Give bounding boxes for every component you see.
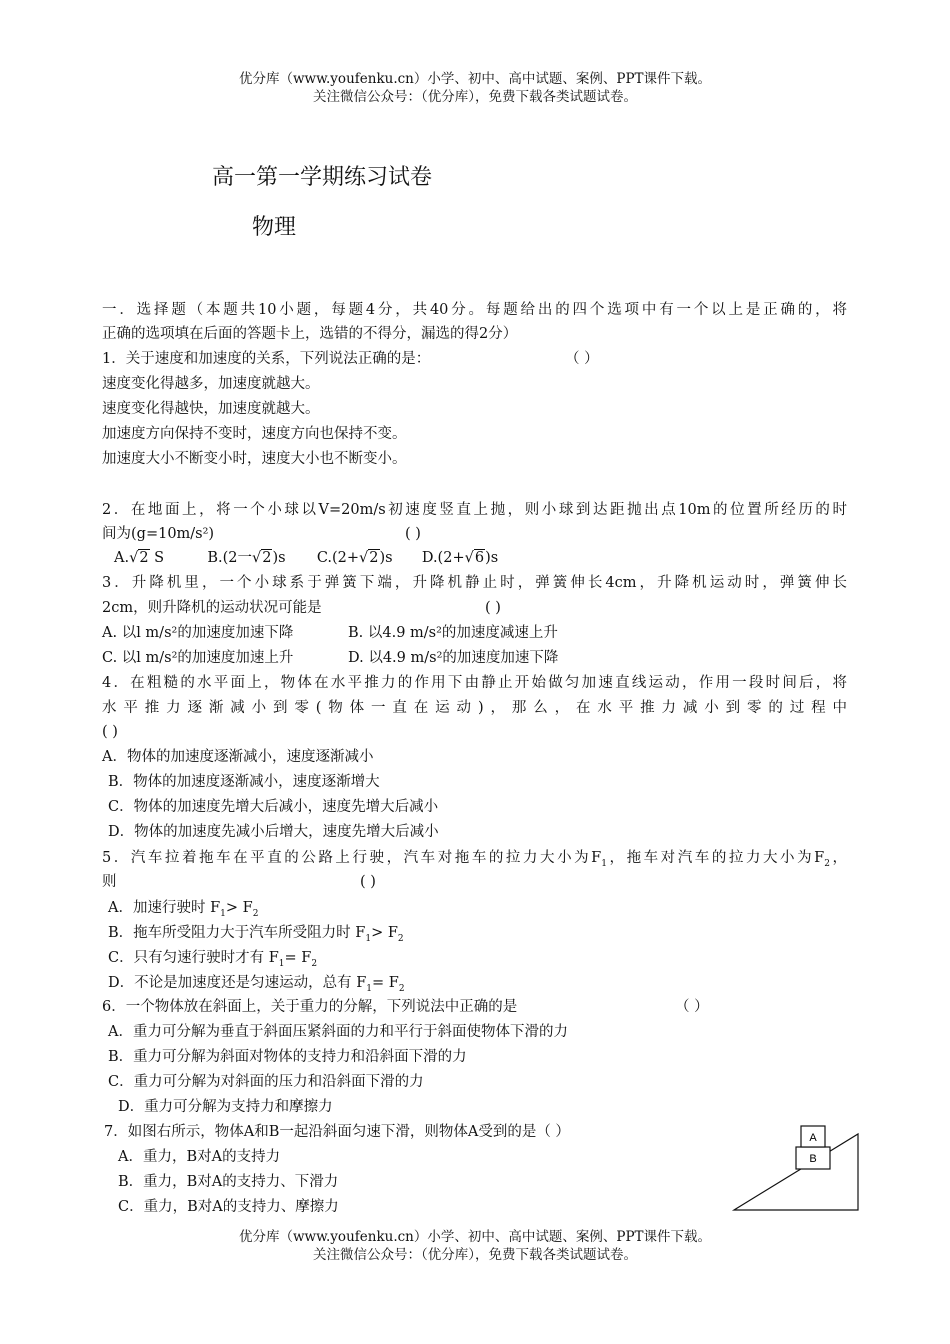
q3-stem-line-2: 2cm，则升降机的运动状况可能是	[102, 600, 322, 616]
q3-option-b: B. 以4.9 m/s²的加速度减速上升	[348, 625, 558, 641]
q3-stem-line-1: 3．升降机里，一个小球系于弹簧下端，升降机静止时，弹簧伸长4cm，升降机运动时，弹簧伸长	[102, 575, 847, 591]
q3-answer-paren: ( )	[485, 600, 501, 616]
q2-option-a: A.√2 S	[114, 550, 164, 566]
section-instruction-line-2: 正确的选项填在后面的答题卡上，选错的不得分，漏选的得2分）	[102, 326, 518, 342]
q7-option-b: B．重力，B对A的支持力、下滑力	[118, 1174, 339, 1190]
q4-option-b: B．物体的加速度逐渐减小，速度逐渐增大	[108, 774, 380, 790]
page-title: 高一第一学期练习试卷	[212, 165, 433, 190]
q6-option-c: C．重力可分解为对斜面的压力和沿斜面下滑的力	[108, 1074, 424, 1090]
q4-option-d: D．物体的加速度先减小后增大，速度先增大后减小	[108, 824, 439, 840]
q1-option-4: 加速度大小不断变小时，速度大小也不断变小。	[102, 451, 407, 467]
q6-option-b: B．重力可分解为斜面对物体的支持力和沿斜面下滑的力	[108, 1049, 467, 1065]
q4-option-a: A．物体的加速度逐渐减小，速度逐渐减小	[102, 749, 374, 765]
sqrt-symbol: √2	[129, 550, 149, 566]
section-instruction-line-1: 一．选择题（本题共10小题，每题4分，共40分。每题给出的四个选项中有一个以上是正确的，将	[102, 302, 847, 318]
q2-answer-paren: ( )	[405, 526, 421, 542]
block-a-label: A	[809, 1132, 817, 1144]
q6-stem: 6．一个物体放在斜面上，关于重力的分解，下列说法中正确的是	[102, 999, 518, 1015]
q4-option-c: C．物体的加速度先增大后减小，速度先增大后减小	[108, 799, 439, 815]
q3-option-c: C. 以l m/s²的加速度加速上升	[102, 650, 294, 666]
q1-option-3: 加速度方向保持不变时，速度方向也保持不变。	[102, 426, 407, 442]
header-line-1: 优分库（www.youfenku.cn）小学、初中、高中试题、案例、PPT课件下载。	[238, 71, 712, 87]
incline-triangle	[734, 1134, 858, 1210]
q1-option-2: 速度变化得越快，加速度就越大。	[102, 401, 320, 417]
q7-stem: 7．如图右所示，物体A和B一起沿斜面匀速下滑，则物体A受到的是（ ）	[104, 1124, 570, 1140]
header-line-2: 关注微信公众号：（优分库），免费下载各类试题试卷。	[313, 89, 637, 105]
footer-line-2: 关注微信公众号：（优分库），免费下载各类试题试卷。	[313, 1247, 637, 1263]
footer-line-1: 优分库（www.youfenku.cn）小学、初中、高中试题、案例、PPT课件下载。	[238, 1229, 712, 1245]
q4-stem-line-2: 水平推力逐渐减小到零(物体一直在运动)，那么，在水平推力减小到零的过程中	[102, 700, 847, 716]
q6-option-a: A．重力可分解为垂直于斜面压紧斜面的力和平行于斜面使物体下滑的力	[108, 1024, 568, 1040]
q5-stem-line-2: 则	[102, 874, 117, 890]
q1-stem: 1．关于速度和加速度的关系，下列说法正确的是：	[102, 351, 431, 367]
q2-stem-line-1: 2．在地面上，将一个小球以V=20m/s初速度竖直上抛，则小球到达距抛出点10m的位置所经历的时	[102, 502, 847, 518]
sqrt-symbol: √2	[359, 550, 379, 566]
q2-option-c: C.(2+√2)s	[317, 550, 393, 566]
q7-incline-figure	[728, 1118, 868, 1216]
q4-answer-paren: ( )	[102, 724, 118, 740]
q3-option-a: A. 以l m/s²的加速度加速下降	[102, 625, 294, 641]
q2-stem-line-2: 间为(g=10m/s²)	[102, 526, 215, 542]
q3-option-d: D. 以4.9 m/s²的加速度加速下降	[348, 650, 559, 666]
q5-option-c: C．只有匀速行驶时才有 $F_1= F_2$	[108, 950, 318, 969]
q5-answer-paren: ( )	[360, 874, 376, 890]
q6-answer-paren: （ ）	[675, 999, 709, 1015]
q1-answer-paren: （ ）	[565, 351, 599, 367]
q6-option-d: D．重力可分解为支持力和摩擦力	[118, 1099, 333, 1115]
sqrt-symbol: √6	[464, 550, 485, 566]
q2-options	[114, 546, 498, 570]
q5-option-b: B．拖车所受阻力大于汽车所受阻力时 $F_1> F_2$	[108, 925, 404, 944]
q5-stem-line-1: 5．汽车拉着拖车在平直的公路上行驶，汽车对拖车的拉力大小为$F_1$，拖车对汽车的拉力大小为$F_2$，	[102, 850, 847, 869]
sqrt-symbol: √2	[252, 550, 272, 566]
q7-option-a: A．重力，B对A的支持力	[118, 1149, 281, 1165]
q7-option-c: C．重力，B对A的支持力、摩擦力	[118, 1199, 339, 1215]
q1-option-1: 速度变化得越多，加速度就越大。	[102, 376, 320, 392]
q5-option-d: D．不论是加速度还是匀速运动，总有 $F_1= F_2$	[108, 975, 405, 994]
subject-title: 物理	[252, 215, 297, 240]
q4-stem-line-1: 4．在粗糙的水平面上，物体在水平推力的作用下由静止开始做匀加速直线运动，作用一段时间后，将	[102, 675, 847, 691]
q5-option-a: A．加速行驶时 $F_1> F_2$	[108, 900, 259, 919]
q2-option-d: D.(2+√6)s	[422, 550, 498, 566]
q2-option-b: B.(2一√2)s	[207, 550, 285, 566]
block-b-label: B	[809, 1153, 817, 1165]
